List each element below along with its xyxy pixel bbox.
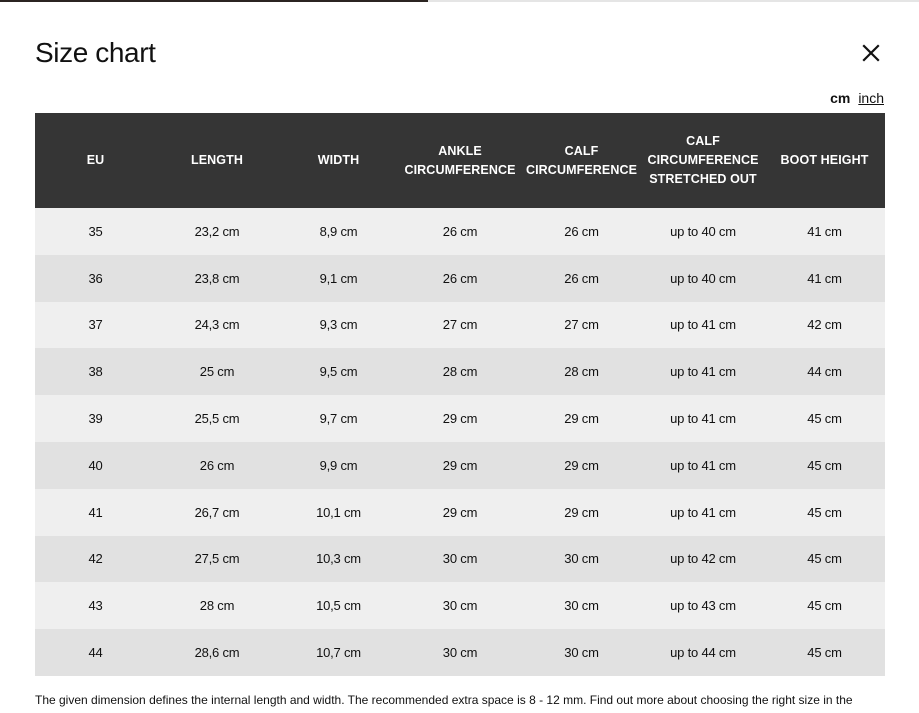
table-cell: 29 cm — [442, 411, 478, 427]
table-row — [35, 442, 885, 489]
table-cell: 9,7 cm — [319, 411, 358, 427]
table-cell: 41 — [88, 504, 103, 520]
unit-cm-option[interactable]: cm — [830, 90, 851, 106]
table-cell: 26 cm — [442, 270, 478, 286]
table-cell: 28,6 cm — [194, 645, 240, 661]
table-cell: 30 cm — [442, 645, 478, 661]
table-row — [35, 208, 885, 255]
table-cell: 26 cm — [442, 223, 478, 239]
table-cell: 35 — [88, 223, 103, 239]
table-cell: up to 40 cm — [670, 223, 736, 239]
modal-title: Size chart — [35, 37, 156, 68]
table-cell: up to 41 cm — [670, 364, 736, 380]
table-body — [35, 208, 885, 676]
table-cell: 45 cm — [807, 598, 842, 614]
page-top-strip — [0, 0, 919, 2]
table-cell: 28 cm — [564, 364, 599, 380]
header-width: WIDTH — [317, 153, 360, 167]
table-cell: 30 cm — [564, 551, 599, 567]
table-cell: 30 cm — [564, 598, 599, 614]
table-cell: 39 — [88, 411, 103, 427]
table-cell: 29 cm — [564, 504, 599, 520]
table-cell: 10,1 cm — [316, 504, 361, 520]
table-cell: 45 cm — [807, 411, 842, 427]
table-row — [35, 255, 885, 302]
table-row — [35, 395, 885, 442]
table-cell: 29 cm — [442, 457, 478, 473]
table-cell: 26 cm — [199, 457, 235, 473]
table-cell: up to 44 cm — [670, 645, 736, 661]
table-cell: 25 cm — [199, 364, 235, 380]
unit-toggle — [830, 90, 884, 106]
table-cell: 9,1 cm — [319, 270, 358, 286]
table-cell: 10,5 cm — [316, 598, 361, 614]
table-cell: up to 43 cm — [670, 598, 736, 614]
table-cell: 30 cm — [564, 645, 599, 661]
table-cell: 41 cm — [807, 223, 842, 239]
table-cell: 45 cm — [807, 504, 842, 520]
table-cell: 29 cm — [564, 411, 599, 427]
header-length: LENGTH — [191, 153, 243, 167]
table-cell: 43 — [88, 598, 103, 614]
table-row — [35, 489, 885, 536]
unit-inch-option[interactable]: inch — [858, 90, 884, 106]
table-cell: 23,8 cm — [194, 270, 240, 286]
table-cell: 28 cm — [199, 598, 235, 614]
table-cell: 9,9 cm — [319, 457, 358, 473]
table-cell: up to 40 cm — [670, 270, 736, 286]
table-cell: 9,3 cm — [319, 317, 358, 333]
table-cell: 30 cm — [442, 551, 478, 567]
table-cell: 45 cm — [807, 645, 842, 661]
table-cell: 10,7 cm — [316, 645, 361, 661]
header-calf-circumference: CALF CIRCUMFERENCE — [525, 143, 638, 177]
table-cell: 9,5 cm — [319, 364, 358, 380]
table-cell: 25,5 cm — [194, 411, 240, 427]
table-cell: 45 cm — [807, 551, 842, 567]
table-cell: 41 cm — [807, 270, 842, 286]
table-cell: up to 41 cm — [670, 504, 736, 520]
table-cell: 45 cm — [807, 457, 842, 473]
table-cell: up to 41 cm — [670, 457, 736, 473]
table-cell: 37 — [88, 317, 103, 333]
table-cell: 42 cm — [807, 317, 842, 333]
table-cell: 36 — [88, 270, 103, 286]
header-boot-height: BOOT HEIGHT — [780, 153, 869, 167]
header-ankle-circumference: ANKLE CIRCUMFERENCE — [404, 143, 516, 177]
table-cell: up to 41 cm — [670, 411, 736, 427]
table-cell: 26 cm — [564, 270, 599, 286]
close-icon — [861, 43, 881, 63]
table-row — [35, 348, 885, 395]
table-row — [35, 302, 885, 349]
table-cell: up to 41 cm — [670, 317, 736, 333]
close-button[interactable] — [856, 38, 886, 68]
table-cell: 27 cm — [442, 317, 478, 333]
table-cell: 42 — [88, 551, 103, 567]
table-cell: 29 cm — [564, 457, 599, 473]
table-cell: 26 cm — [564, 223, 599, 239]
size-chart-table — [35, 113, 885, 676]
page-top-strip-accent — [0, 0, 428, 2]
footnote-text: The given dimension defines the internal length and width. The recommended extra space is 8 - 12 mm. Find out more about choosing the right size in the — [35, 693, 853, 707]
table-row — [35, 582, 885, 629]
table-header-row — [35, 113, 885, 208]
size-chart-table-container — [35, 113, 885, 676]
table-cell: 27,5 cm — [194, 551, 240, 567]
table-cell: 30 cm — [442, 598, 478, 614]
table-cell: 40 — [88, 457, 103, 473]
header-eu: EU — [86, 153, 105, 167]
table-cell: 28 cm — [442, 364, 478, 380]
table-cell: 10,3 cm — [316, 551, 361, 567]
table-row — [35, 629, 885, 676]
table-cell: 38 — [88, 364, 103, 380]
table-cell: up to 42 cm — [670, 551, 736, 567]
table-cell: 44 cm — [807, 364, 842, 380]
table-row — [35, 536, 885, 583]
table-cell: 8,9 cm — [319, 223, 358, 239]
table-cell: 29 cm — [442, 504, 478, 520]
table-cell: 24,3 cm — [194, 317, 240, 333]
table-cell: 23,2 cm — [194, 223, 240, 239]
header-calf-stretched: CALF CIRCUMFERENCE STRETCHED OUT — [647, 134, 759, 186]
table-cell: 27 cm — [564, 317, 599, 333]
table-cell: 26,7 cm — [194, 504, 240, 520]
table-cell: 44 — [88, 645, 103, 661]
